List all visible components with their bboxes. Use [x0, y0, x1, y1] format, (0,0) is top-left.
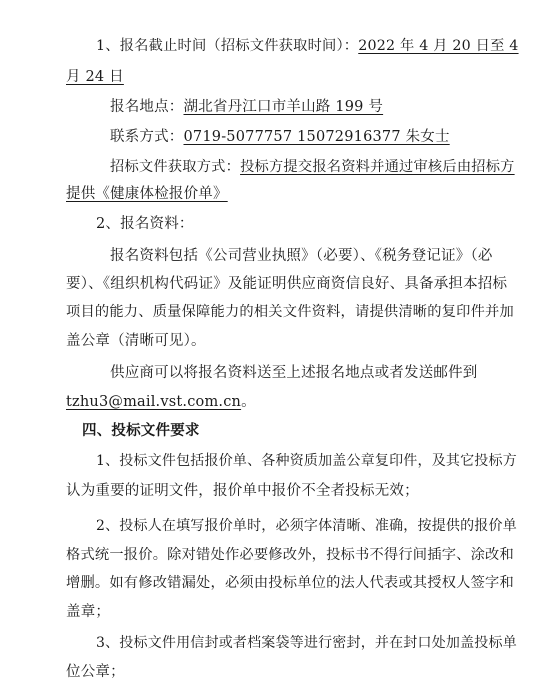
- location-line: [110, 97, 383, 117]
- req-2-line-3: 增删。如有修改错漏处，必须由投标单位的法人代表或其授权人签字和: [66, 575, 514, 591]
- materials-para-line-3: 项目的能力、质量保障能力的相关文件资料，请提供清晰的复印件并加: [66, 304, 514, 320]
- location-value: 湖北省丹江口市羊山路 199 号: [183, 99, 384, 115]
- deadline-line: [96, 36, 519, 56]
- obtain-label: 招标文件获取方式：: [110, 159, 241, 175]
- req-1-line-2: 认为重要的证明文件，报价单中报价不全者投标无效；: [66, 483, 419, 499]
- obtain-line-2: [66, 184, 228, 204]
- deadline-date-part2: 月 24 日: [66, 69, 124, 85]
- obtain-value-2: 提供《健康体检报价单》: [66, 186, 228, 202]
- email-suffix: 。: [241, 394, 256, 410]
- req-1-line-1: 1、投标文件包括报价单、各种资质加盖公章复印件，及其它投标方: [96, 453, 517, 469]
- req-3-line-1: 3、投标文件用信封或者档案袋等进行密封，并在封口处加盖投标单: [96, 635, 517, 651]
- obtain-line: [110, 157, 515, 177]
- materials-para-line-2: 要）、《组织机构代码证》及能证明供应商资信良好、具备承担本招标: [66, 276, 508, 292]
- submit-para-line-1: 供应商可以将报名资料送至上述报名地点或者发送邮件到: [110, 365, 478, 381]
- req-2-line-2: 格式统一报价。除对错处作必要修改外，投标书不得行间插字、涂改和: [66, 547, 514, 563]
- deadline-label: 1、报名截止时间（招标文件获取时间）：: [96, 38, 359, 54]
- contact-line: [110, 127, 450, 147]
- location-label: 报名地点：: [110, 99, 184, 115]
- contact-value: 0719-5077757 15072916377 朱女士: [183, 129, 450, 145]
- req-2-line-4: 盖章；: [66, 604, 111, 620]
- deadline-line-2: [66, 67, 124, 87]
- materials-heading: 2、报名资料：: [96, 216, 194, 232]
- submit-para-line-2: [66, 392, 256, 412]
- materials-para-line-1: 报名资料包括《公司营业执照》（必要）、《税务登记证》（必: [110, 248, 493, 264]
- deadline-date-part1: 2022 年 4 月 20 日至 4: [358, 38, 519, 54]
- req-2-line-1: 2、投标人在填写报价单时，必须字体清晰、准确，按提供的报价单: [96, 518, 517, 534]
- obtain-value-1: 投标方提交报名资料并通过审核后由招标方: [240, 159, 515, 175]
- contact-label: 联系方式：: [110, 129, 184, 145]
- contact-email: tzhu3@mail.vst.com.cn: [66, 394, 242, 410]
- section-4-heading: 四、投标文件要求: [82, 422, 200, 439]
- req-3-line-2: 位公章；: [66, 664, 125, 680]
- materials-para-line-4: 盖公章（清晰可见）。: [66, 333, 206, 349]
